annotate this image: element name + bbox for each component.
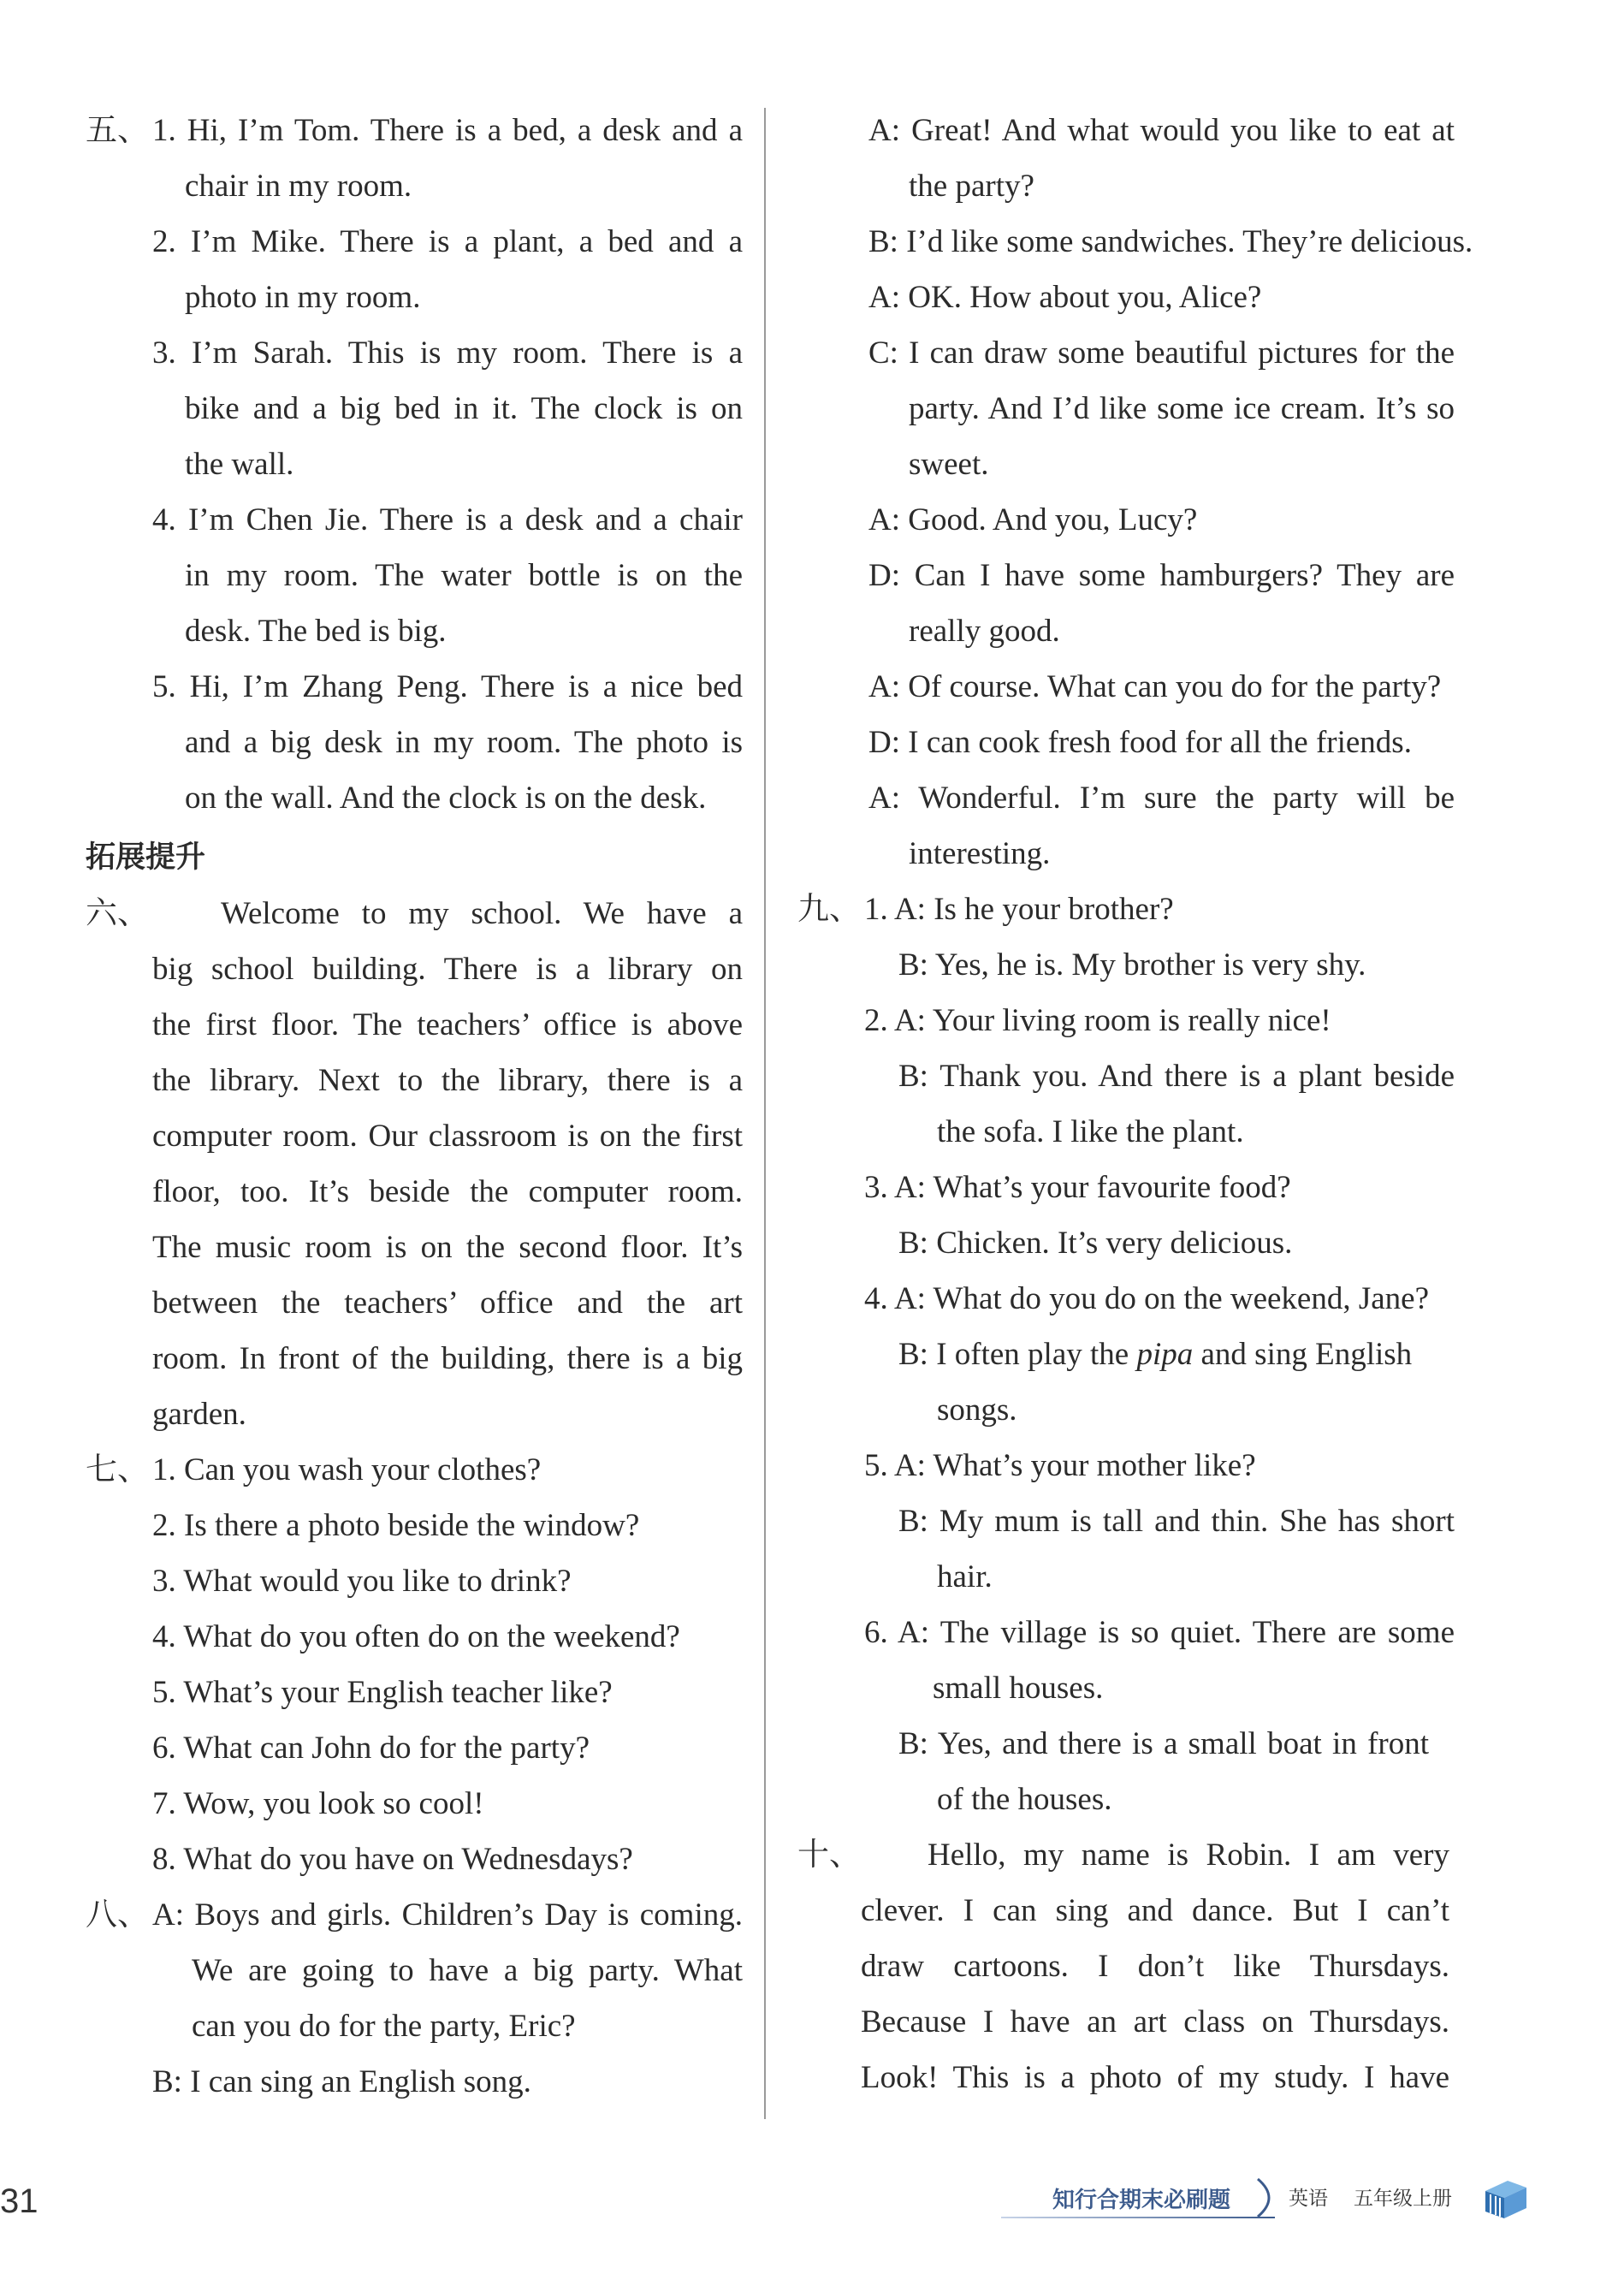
sec8-dialog-line: A: OK. How about you, Alice? — [868, 280, 1262, 315]
sec8-dialog-line: A: Wonderful. I’m sure the party will be — [868, 781, 1455, 816]
sec6-line9: room. In front of the building, there is a big — [152, 1341, 743, 1376]
sec5-item2-line1: 2. I’m Mike. There is a plant, a bed and a — [152, 224, 743, 259]
sec9-q4-a: 4. A: What do you do on the weekend, Jane? — [864, 1281, 1430, 1316]
sec8-dialog-line: D: I can cook fresh food for all the friends. — [868, 725, 1412, 760]
sec8-a-line2: We are going to have a big party. What — [192, 1953, 743, 1988]
footer-underline — [1001, 2217, 1275, 2218]
subject-label: 英语 — [1289, 2188, 1328, 2210]
page-footer — [0, 2157, 1624, 2251]
sec5-item4-line1: 4. I’m Chen Jie. There is a desk and a chair — [152, 502, 743, 537]
book-brand: 知行合期末必刷题 — [1052, 2188, 1231, 2213]
sec9-q5-a: 5. A: What’s your mother like? — [864, 1448, 1256, 1483]
sec8-a-line1: A: Boys and girls. Children’s Day is coming. — [152, 1897, 743, 1933]
sec5-item3-line3: the wall. — [185, 447, 294, 482]
sec9-q5-b-line1: B: My mum is tall and thin. She has short — [898, 1504, 1455, 1539]
section-9-marker: 九、 — [797, 892, 861, 927]
sec5-item4-line3: desk. The bed is big. — [185, 614, 447, 649]
sec7-item6: 6. What can John do for the party? — [152, 1731, 590, 1766]
sec10-line2: clever. I can sing and dance. But I can’t — [861, 1893, 1449, 1928]
sec7-item5: 5. What’s your English teacher like? — [152, 1675, 613, 1710]
sec10-line1: Hello, my name is Robin. I am very — [928, 1838, 1449, 1873]
page-number: 31 — [0, 2182, 39, 2220]
sec8-dialog-line: interesting. — [909, 836, 1051, 871]
section-7-marker: 七、 — [86, 1452, 149, 1487]
sec8-a-line3: can you do for the party, Eric? — [192, 2009, 576, 2044]
sec8-dialog-line: D: Can I have some hamburgers? They are — [868, 558, 1455, 593]
sec9-q2-b-line1: B: Thank you. And there is a plant beside — [898, 1059, 1455, 1094]
section-8-marker: 八、 — [86, 1897, 149, 1933]
sec9-q6-a-line2: small houses. — [933, 1671, 1104, 1706]
sec7-item7: 7. Wow, you look so cool! — [152, 1786, 484, 1821]
section-10-marker: 十、 — [797, 1838, 861, 1873]
sec6-line10: garden. — [152, 1397, 246, 1432]
column-divider — [764, 108, 766, 2119]
sec5-item2-line2: photo in my room. — [185, 280, 421, 315]
bracket-icon — [1251, 2176, 1285, 2220]
sec5-item3-line1: 3. I’m Sarah. This is my room. There is a — [152, 335, 743, 371]
sec8-dialog-line: A: Great! And what would you like to eat at — [868, 113, 1455, 148]
sec6-line5: computer room. Our classroom is on the first — [152, 1119, 743, 1154]
sec8-dialog-line: really good. — [909, 614, 1060, 649]
sec7-item3: 3. What would you like to drink? — [152, 1564, 572, 1599]
sec10-line5: Look! This is a photo of my study. I have — [861, 2060, 1449, 2095]
sec10-line3: draw cartoons. I don’t like Thursdays. — [861, 1949, 1449, 1984]
sec5-item5-line1: 5. Hi, I’m Zhang Peng. There is a nice bed — [152, 669, 743, 704]
sec9-q2-b-line2: the sofa. I like the plant. — [937, 1114, 1244, 1149]
sec7-item8: 8. What do you have on Wednesdays? — [152, 1842, 633, 1877]
sec6-line2: big school building. There is a library on — [152, 952, 743, 987]
sec9-q4-b-pre: B: I often play the — [898, 1337, 1137, 1372]
section-5-marker: 五、 — [86, 113, 149, 148]
sec9-q4-b-line1 — [898, 1327, 1412, 1382]
sec9-q6-b-line1: B: Yes, and there is a small boat in front — [898, 1726, 1429, 1761]
sec6-line6: floor, too. It’s beside the computer room. — [152, 1174, 743, 1209]
sec5-item4-line2: in my room. The water bottle is on the — [185, 558, 743, 593]
sec6-line3: the first floor. The teachers’ office is above — [152, 1007, 743, 1042]
sec8-b-line1: B: I can sing an English song. — [152, 2064, 531, 2099]
sec7-item1: 1. Can you wash your clothes? — [152, 1452, 542, 1487]
sec5-item1-line1: 1. Hi, I’m Tom. There is a bed, a desk and a — [152, 113, 743, 148]
sec9-q2-a: 2. A: Your living room is really nice! — [864, 1003, 1331, 1038]
sec6-line8: between the teachers’ office and the art — [152, 1285, 743, 1321]
sec6-line1: Welcome to my school. We have a — [221, 896, 743, 931]
sec9-q6-a-line1: 6. A: The village is so quiet. There are some — [864, 1615, 1455, 1650]
sec8-dialog-line: sweet. — [909, 447, 989, 482]
book-logo-icon — [1482, 2176, 1530, 2222]
sec9-q4-b-line2: songs. — [937, 1392, 1017, 1428]
sec7-item2: 2. Is there a photo beside the window? — [152, 1508, 640, 1543]
sec9-q1-a: 1. A: Is he your brother? — [864, 892, 1174, 927]
sec9-q4-b-italic: pipa — [1136, 1337, 1194, 1372]
sec9-q4-b-post: and sing English — [1193, 1337, 1413, 1372]
sec9-q1-b: B: Yes, he is. My brother is very shy. — [898, 947, 1366, 983]
sec8-dialog-line: C: I can draw some beautiful pictures for the — [868, 335, 1455, 371]
sec8-dialog-line: party. And I’d like some ice cream. It’s so — [909, 391, 1455, 426]
sec9-q3-a: 3. A: What’s your favourite food? — [864, 1170, 1291, 1205]
sec5-item5-line2: and a big desk in my room. The photo is — [185, 725, 743, 760]
sec9-q6-b-line2: of the houses. — [937, 1782, 1112, 1817]
sec5-item5-line3: on the wall. And the clock is on the desk. — [185, 781, 707, 816]
sec9-q5-b-line2: hair. — [937, 1559, 993, 1594]
sec6-line7: The music room is on the second floor. It’s — [152, 1230, 743, 1265]
sec5-item3-line2: bike and a big bed in it. The clock is on — [185, 391, 743, 426]
sec6-line4: the library. Next to the library, there is a — [152, 1063, 743, 1098]
sec8-dialog-line: B: I’d like some sandwiches. They’re delicious. — [868, 224, 1473, 259]
sec8-dialog-line: A: Good. And you, Lucy? — [868, 502, 1198, 537]
sec7-item4: 4. What do you often do on the weekend? — [152, 1619, 680, 1654]
section-heading: 拓展提升 — [86, 840, 206, 875]
grade-label: 五年级上册 — [1354, 2188, 1452, 2210]
sec10-line4: Because I have an art class on Thursdays. — [861, 2004, 1449, 2039]
sec8-dialog-line: A: Of course. What can you do for the party? — [868, 669, 1442, 704]
sec8-dialog-line: the party? — [909, 169, 1034, 204]
sec9-q3-b: B: Chicken. It’s very delicious. — [898, 1226, 1293, 1261]
section-6-marker: 六、 — [86, 896, 149, 931]
sec5-item1-line2: chair in my room. — [185, 169, 412, 204]
